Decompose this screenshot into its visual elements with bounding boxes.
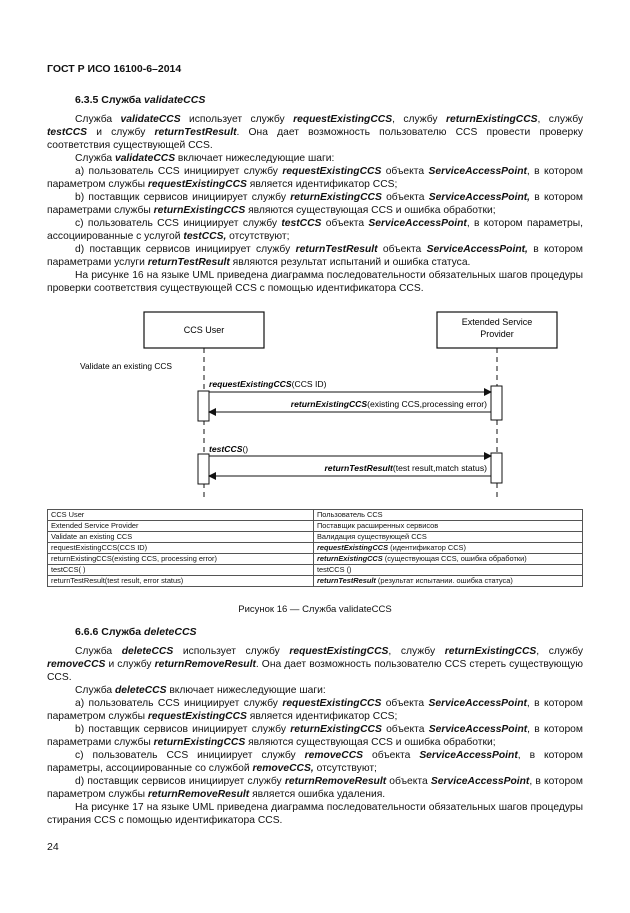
table-row: CCS User Пользователь CCS [48,510,583,521]
emphasis-term: testCCS [281,218,322,229]
activation-user-1 [198,391,209,421]
emphasis-term: ServiceAccessPoint [428,724,528,735]
emphasis-term: returnRemoveResult [154,659,256,670]
emphasis-term: returnExistingCCS [444,646,537,657]
emphasis-term: ServiceAccessPoint [419,750,518,761]
list-item: a) пользователь CCS инициирует службу requestExistingCCS объекта ServiceAccessPoint, в котором параметром службы requestExistingCCS является идентификатор CCS; [47,166,583,190]
emphasis-term: ServiceAccessPoint [428,166,527,177]
emphasis-term: returnTestResult [154,127,237,138]
message-return-test: returnTestResult(test result,match status) [324,463,487,473]
emphasis-term: returnExistingCCS [153,737,246,748]
paragraph: Служба deleteCCS включает нижеследующие шаги: [75,685,326,696]
actor-label-provider-line2: Provider [480,329,514,339]
section-service-name: deleteCCS [144,626,197,638]
emphasis-term: validateCCS [114,153,176,164]
section-service-name: validateCCS [144,94,206,106]
emphasis-term: requestExistingCCS [282,166,382,177]
figure-caption: Рисунок 16 — Служба validateCCS [238,604,392,615]
section-title-validateccs [75,94,205,106]
activation-user-2 [198,454,209,484]
emphasis-term: ServiceAccessPoint, [428,192,531,203]
emphasis-term: ServiceAccessPoint, [426,244,528,255]
section-number: 6.6.6 Служба [75,626,145,638]
table-row: returnTestResult(test result, error status) returnTestResult (результат испытании. ошибка статуса) [48,576,583,587]
emphasis-term: requestExistingCCS [317,543,389,552]
emphasis-term: testCCS, [183,231,227,242]
document-header: ГОСТ Р ИСО 16100-6–2014 [47,63,182,75]
emphasis-term: requestExistingCCS [293,114,393,125]
emphasis-term: returnExistingCCS [290,724,382,735]
actor-label-provider-line1: Extended Service [461,317,533,327]
frame-note: Validate an existing CCS [80,361,173,371]
emphasis-term: returnExistingCCS [153,205,246,216]
paragraph: На рисунке 17 на языке UML приведена диаграмма последовательности обязательных шагов процедуры стирания CCS с помощью идентификатора CCS. [47,802,583,826]
activation-provider-1 [491,386,502,420]
emphasis-term: returnTestResult [317,576,376,585]
section2-body [47,645,583,827]
section-number: 6.3.5 Служба [75,94,145,106]
paragraph: Служба validateCCS включает нижеследующие шаги: [75,153,335,164]
list-item: a) пользователь CCS инициирует службу requestExistingCCS объекта ServiceAccessPoint, в котором параметром службы requestExistingCCS является идентификатор CCS; [47,698,583,722]
emphasis-term: ServiceAccessPoint [368,218,467,229]
emphasis-term: returnRemoveResult [284,776,387,787]
emphasis-term: requestExistingCCS [147,179,247,190]
list-item: d) поставщик сервисов инициирует службу returnTestResult объекта ServiceAccessPoint, в котором параметрами услуги returnTestResult являются результат испытаний и ошибка статуса. [47,244,583,268]
list-item: b) поставщик сервисов инициирует службу returnExistingCCS объекта ServiceAccessPoint, в котором параметрами службы returnExistingCCS являются существующая CCS и ошибка обработки; [47,192,583,216]
paragraph: Служба validateCCS использует службу requestExistingCCS, службу returnExistingCCS, службу testCCS и службу returnTestResult. Она дает возможность пользователю CCS провести проверку соответствия существующей CCS. [47,114,584,151]
emphasis-term: deleteCCS [114,685,167,696]
legend-table [47,509,583,587]
emphasis-term: requestExistingCCS [289,646,389,657]
emphasis-term: deleteCCS [121,646,174,657]
table-row: requestExistingCCS(CCS ID) requestExistingCCS (идентификатор CCS) [48,543,583,554]
emphasis-term: removeCCS [304,750,364,761]
emphasis-term: removeCCS [47,659,106,670]
emphasis-term: returnExistingCCS [445,114,538,125]
message-request-existing: requestExistingCCS(CCS ID) [209,379,327,389]
table-row: Validate an existing CCS Валидация существующей CCS [48,532,583,543]
table-row: testCCS( ) testCCS () [48,565,583,576]
emphasis-term: removeCCS, [252,763,314,774]
page-number: 24 [47,841,59,853]
list-item: c) пользователь CCS инициирует службу testCCS объекта ServiceAccessPoint, в котором параметры, ассоциированные с услугой testCCS, отсутствуют; [47,218,583,242]
emphasis-term: returnTestResult [147,257,230,268]
table-row: Extended Service Provider Поставщик расширенных сервисов [48,521,583,532]
section-title-deleteccs [75,626,197,638]
emphasis-term: requestExistingCCS [147,711,247,722]
emphasis-term: returnExistingCCS [317,554,383,563]
emphasis-term: returnRemoveResult [147,789,250,800]
list-item: c) пользователь CCS инициирует службу removeCCS объекта ServiceAccessPoint, в котором параметры, ассоциированные со службой removeCCS, отсутствуют; [47,750,583,774]
emphasis-term: validateCCS [120,114,181,125]
list-item: d) поставщик сервисов инициирует службу returnRemoveResult объекта ServiceAccessPoint, в котором параметром службы returnRemoveResult является ошибка удаления. [47,776,583,800]
section1-body [47,113,583,295]
emphasis-term: ServiceAccessPoint [430,776,530,787]
emphasis-term: returnExistingCCS [290,192,382,203]
list-item: b) поставщик сервисов инициирует службу returnExistingCCS объекта ServiceAccessPoint, в котором параметрами службы returnExistingCCS являются существующая CCS и ошибка обработки; [47,724,583,748]
activation-provider-2 [491,453,502,483]
message-return-existing: returnExistingCCS(existing CCS,processing error) [290,399,487,409]
paragraph: Служба deleteCCS использует службу requestExistingCCS, службу returnExistingCCS, службу removeCCS и службу returnRemoveResult. Она дает возможность пользователю CCS стереть существующую CCS. [47,646,583,683]
sequence-diagram [47,308,583,508]
emphasis-term: ServiceAccessPoint [428,698,527,709]
actor-label-ccs-user: CCS User [183,325,225,335]
paragraph: На рисунке 16 на языке UML приведена диаграмма последовательности обязательных шагов процедуры проверки соответствия существующей CCS с помощью идентификатора CCS. [47,270,583,294]
emphasis-term: requestExistingCCS [282,698,382,709]
emphasis-term: testCCS [47,127,88,138]
emphasis-term: returnTestResult [295,244,378,255]
table-row: returnExistingCCS(existing CCS, processing error) returnExistingCCS (существующая CCS, ошибка обработки) [48,554,583,565]
message-test-ccs: testCCS() [209,444,249,454]
